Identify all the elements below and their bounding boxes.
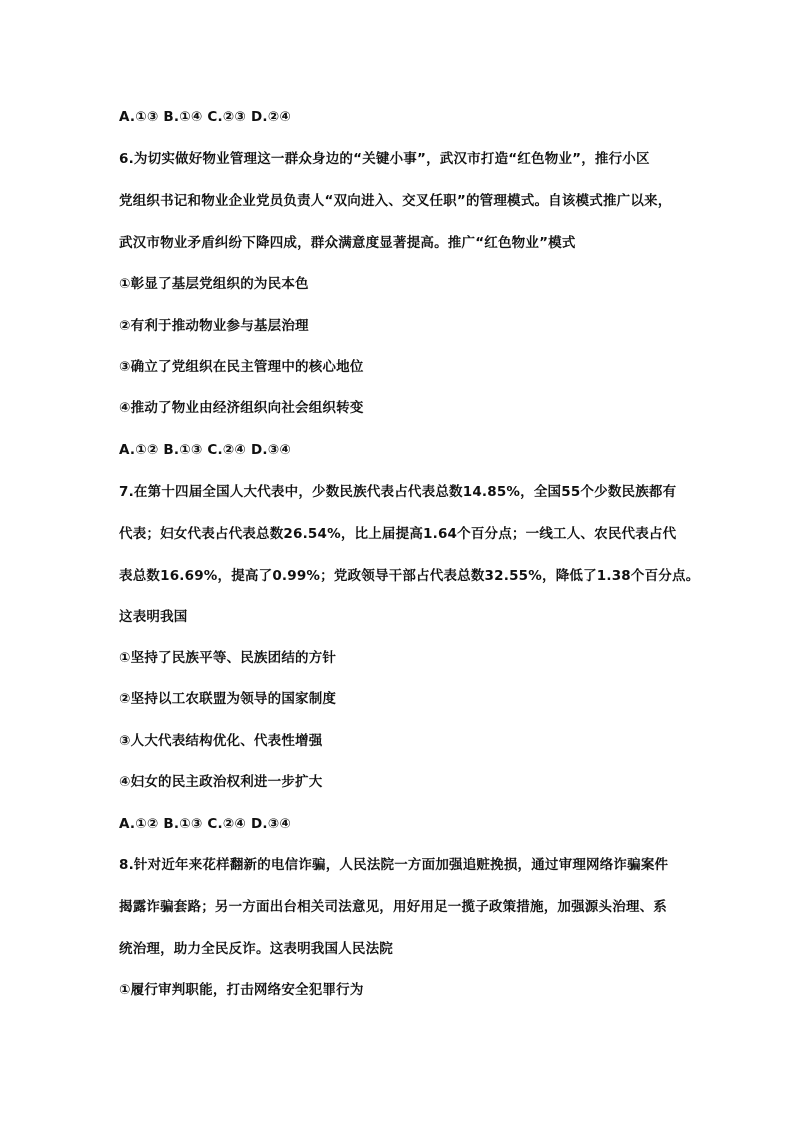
q7-option-3: ③人大代表结构优化、代表性增强 [119, 733, 323, 749]
q7-option-2: ②坚持以工农联盟为领导的国家制度 [119, 691, 337, 707]
q6-option-2: ②有利于推动物业参与基层治理 [119, 318, 309, 334]
q6-stem-line-1: 6.为切实做好物业管理这一群众身边的“关键小事”，武汉市打造“红色物业”，推行小区 [119, 151, 650, 167]
q6-option-3: ③确立了党组织在民主管理中的核心地位 [119, 359, 364, 375]
q6-stem-line-2: 党组织书记和物业企业党员负责人“双向进入、交叉任职”的管理模式。自该模式推广以来， [119, 193, 672, 209]
q7-answer-options: A.①② B.①③ C.②④ D.③④ [119, 816, 291, 832]
q6-stem-line-3: 武汉市物业矛盾纠纷下降四成，群众满意度显著提高。推广“红色物业”模式 [119, 235, 576, 251]
q8-stem-line-3: 统治理，助力全民反诈。这表明我国人民法院 [119, 941, 393, 957]
q7-stem-line-1: 7.在第十四届全国人大代表中，少数民族代表占代表总数14.85%，全国55个少数民族都有 [119, 484, 677, 500]
q8-option-1: ①履行审判职能，打击网络安全犯罪行为 [119, 982, 364, 998]
q6-answer-options: A.①② B.①③ C.②④ D.③④ [119, 442, 291, 458]
q7-option-1: ①坚持了民族平等、民族团结的方针 [119, 650, 337, 666]
q5-answer-options: A.①③ B.①④ C.②③ D.②④ [119, 109, 291, 125]
q7-option-4: ④妇女的民主政治权利进一步扩大 [119, 774, 323, 790]
q6-option-1: ①彰显了基层党组织的为民本色 [119, 276, 309, 292]
q8-stem-line-1: 8.针对近年来花样翻新的电信诈骗，人民法院一方面加强追赃挽损，通过审理网络诈骗案件 [119, 857, 669, 873]
q6-option-4: ④推动了物业由经济组织向社会组织转变 [119, 400, 364, 416]
q7-stem-line-2: 代表；妇女代表占代表总数26.54%，比上届提高1.64个百分点；一线工人、农民代表占代 [119, 526, 677, 542]
q7-stem-line-3: 表总数16.69%，提高了0.99%；党政领导干部占代表总数32.55%，降低了1.38个百分点。 [119, 568, 700, 584]
q7-stem-line-4: 这表明我国 [119, 609, 188, 625]
q8-stem-line-2: 揭露诈骗套路；另一方面出台相关司法意见，用好用足一揽子政策措施，加强源头治理、系 [119, 899, 667, 915]
